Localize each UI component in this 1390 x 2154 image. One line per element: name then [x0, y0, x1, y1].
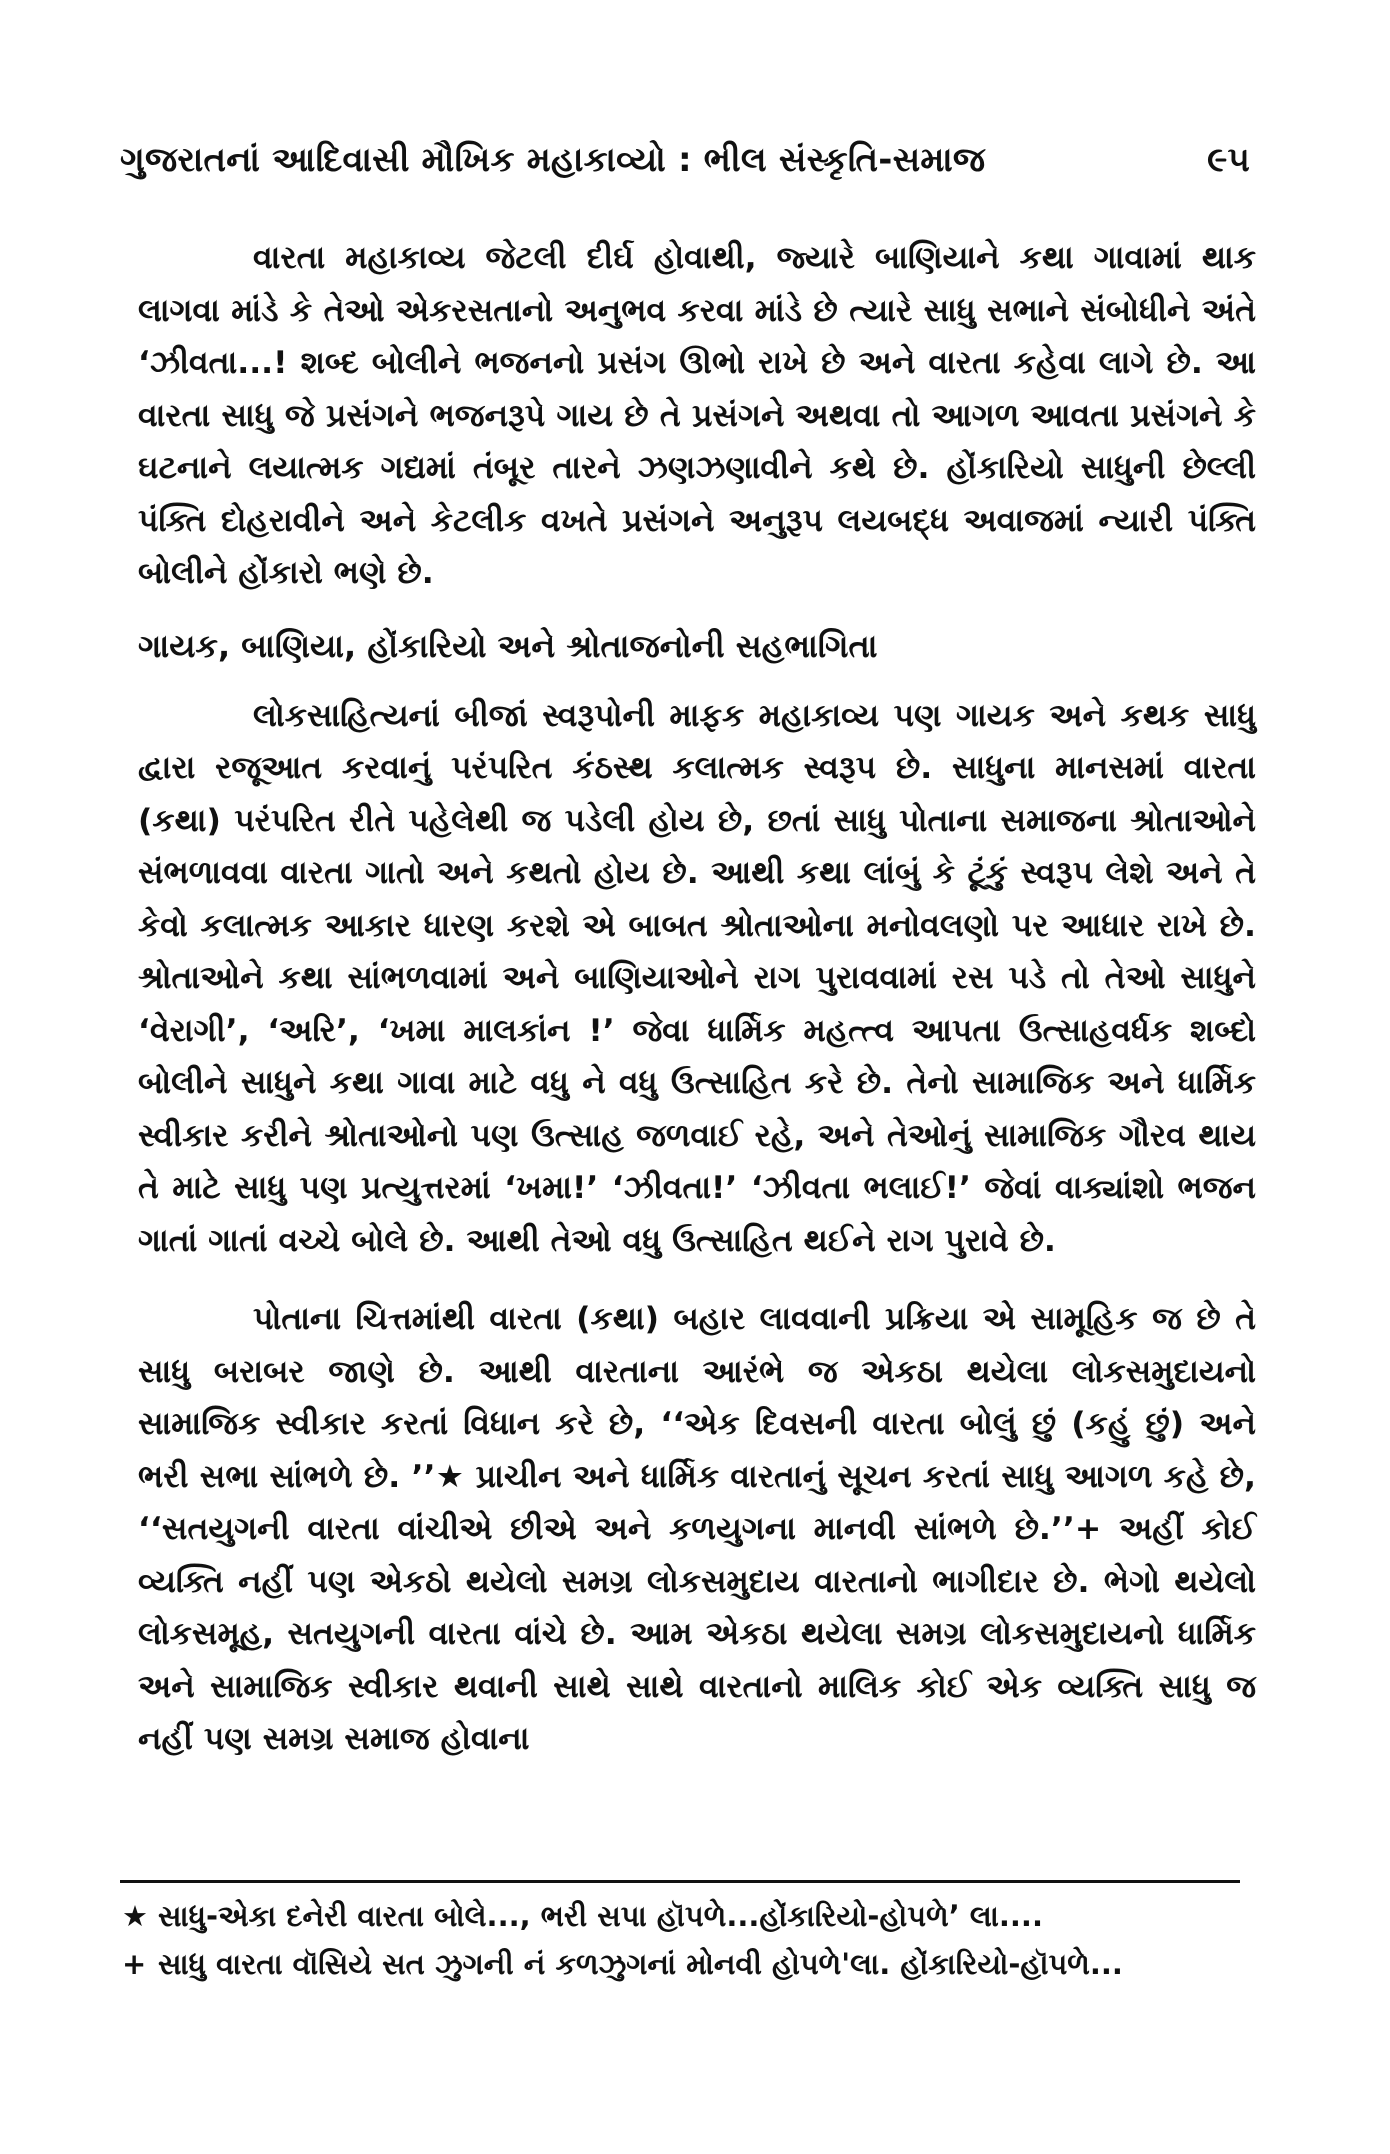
page-number: ૯૫ [1207, 140, 1250, 180]
footnote-text: સાધુ-એકા દનેરી વારતા બોલે..., ભરી સપા હૉપળે...હોંકારિયો-હોપળે’ લા.... [158, 1899, 1043, 1933]
footnote-1 [122, 1892, 1252, 1940]
paragraph-3: પોતાના ચિત્તમાંથી વારતા (કથા) બહાર લાવવાની પ્રક્રિયા એ સામૂહિક જ છે તે સાધુ બરાબર જાણે છે. આથી વારતાના આરંભે જ એકઠા થયેલા લોકસમુદાયનો સામાજિક સ્વીકાર કરતાં વિધાન કરે છે, ‘‘એક દિવસની વારતા બોલું છું (કહું છું) અને ભરી સભા સાંભળે છે. ’’★ પ્રાચીન અને ધાર્મિક વારતાનું સૂચન કરતાં સાધુ આગળ કહે છે, ‘‘સતયુગની વારતા વાંચીએ છીએ અને કળયુગના માનવી સાંભળે છે.’’+ અહીં કોઈ વ્યક્તિ નહીં પણ એકઠો થયેલો સમગ્ર લોકસમુદાય વારતાનો ભાગીદાર છે. ભેગો થયેલો લોકસમૂહ, સતયુગની વારતા વાંચે છે. આમ એકઠા થયેલા સમગ્ર લોકસમુદાયનો ધાર્મિક અને સામાજિક સ્વીકાર થવાની સાથે સાથે વારતાનો માલિક કોઈ એક વ્યક્તિ સાધુ જ નહીં પણ સમગ્ર સમાજ હોવાના [138, 1301, 1256, 1757]
running-title: ગુજરાતનાં આદિવાસી મૌખિક મહાકાવ્યો : ભીલ સંસ્કૃતિ-સમાજ [120, 140, 986, 180]
paragraph-2: લોકસાહિત્યનાં બીજાં સ્વરૂપોની માફક મહાકાવ્ય પણ ગાયક અને કથક સાધુ દ્વારા રજૂઆત કરવાનું પરંપરિત કંઠસ્થ કલાત્મક સ્વરૂપ છે. સાધુના માનસમાં વારતા (કથા) પરંપરિત રીતે પહેલેથી જ પડેલી હોય છે, છતાં સાધુ પોતાના સમાજના શ્રોતાઓને સંભળાવવા વારતા ગાતો અને કથતો હોય છે. આથી કથા લાંબું કે ટૂંકું સ્વરૂપ લેશે અને તે કેવો કલાત્મક આકાર ધારણ કરશે એ બાબત શ્રોતાઓના મનોવલણો પર આધાર રાખે છે. શ્રોતાઓને કથા સાંભળવામાં અને બાણિયાઓને રાગ પુરાવવામાં રસ પડે તો તેઓ સાધુને ‘વેરાગી’, ‘અરિ’, ‘ખમા માલકાંન !’ જેવા ધાર્મિક મહત્ત્વ આપતા ઉત્સાહવર્ધક શબ્દો બોલીને સાધુને કથા ગાવા માટે વધુ ને વધુ ઉત્સાહિત કરે છે. તેનો સામાજિક અને ધાર્મિક સ્વીકાર કરીને શ્રોતાઓનો પણ ઉત્સાહ જળવાઈ રહે, અને તેઓનું સામાજિક ગૌરવ થાય તે માટે સાધુ પણ પ્રત્યુત્તરમાં ‘ખમા!’ ‘ઝીવતા!’ ‘ઝીવતા ભલાઈ!’ જેવાં વાક્યાંશો ભજન ગાતાં ગાતાં વચ્ચે બોલે છે. આથી તેઓ વધુ ઉત્સાહિત થઈને રાગ પુરાવે છે. [138, 697, 1256, 1259]
footnotes [122, 1892, 1252, 1988]
footnote-text: સાધુ વારતા વૉસિયે સત ઝુગની નં કળઝુગનાં મોનવી હોપળે'લા. હોંકારિયો-હૉપળે... [158, 1947, 1123, 1981]
body-text [138, 232, 1256, 1766]
paragraph-1: વારતા મહાકાવ્ય જેટલી દીર્ઘ હોવાથી, જ્યારે બાણિયાને કથા ગાવામાં થાક લાગવા માંડે કે તેઓ એકરસતાનો અનુભવ કરવા માંડે છે ત્યારે સાધુ સભાને સંબોધીને અંતે ‘ઝીવતા...! શબ્દ બોલીને ભજનનો પ્રસંગ ઊભો રાખે છે અને વારતા કહેવા લાગે છે. આ વારતા સાધુ જે પ્રસંગને ભજનરૂપે ગાય છે તે પ્રસંગને અથવા તો આગળ આવતા પ્રસંગને કે ઘટનાને લયાત્મક ગદ્યમાં તંબૂર તારને ઝણઝણાવીને કથે છે. હોંકારિયો સાધુની છેલ્લી પંક્તિ દોહરાવીને અને કેટલીક વખતે પ્રસંગને અનુરૂપ લયબદ્ધ અવાજમાં ન્યારી પંક્તિ બોલીને હોંકારો ભણે છે. [138, 240, 1256, 591]
section-heading: ગાયક, બાણિયા, હોંકારિયો અને શ્રોતાજનોની સહભાગિતા [138, 626, 878, 665]
footnote-divider [120, 1880, 1240, 1883]
running-header [120, 140, 1250, 180]
footnote-star-mark: ★ [122, 1899, 148, 1933]
footnote-2 [122, 1940, 1252, 1988]
footnote-plus-mark: + [122, 1947, 147, 1981]
